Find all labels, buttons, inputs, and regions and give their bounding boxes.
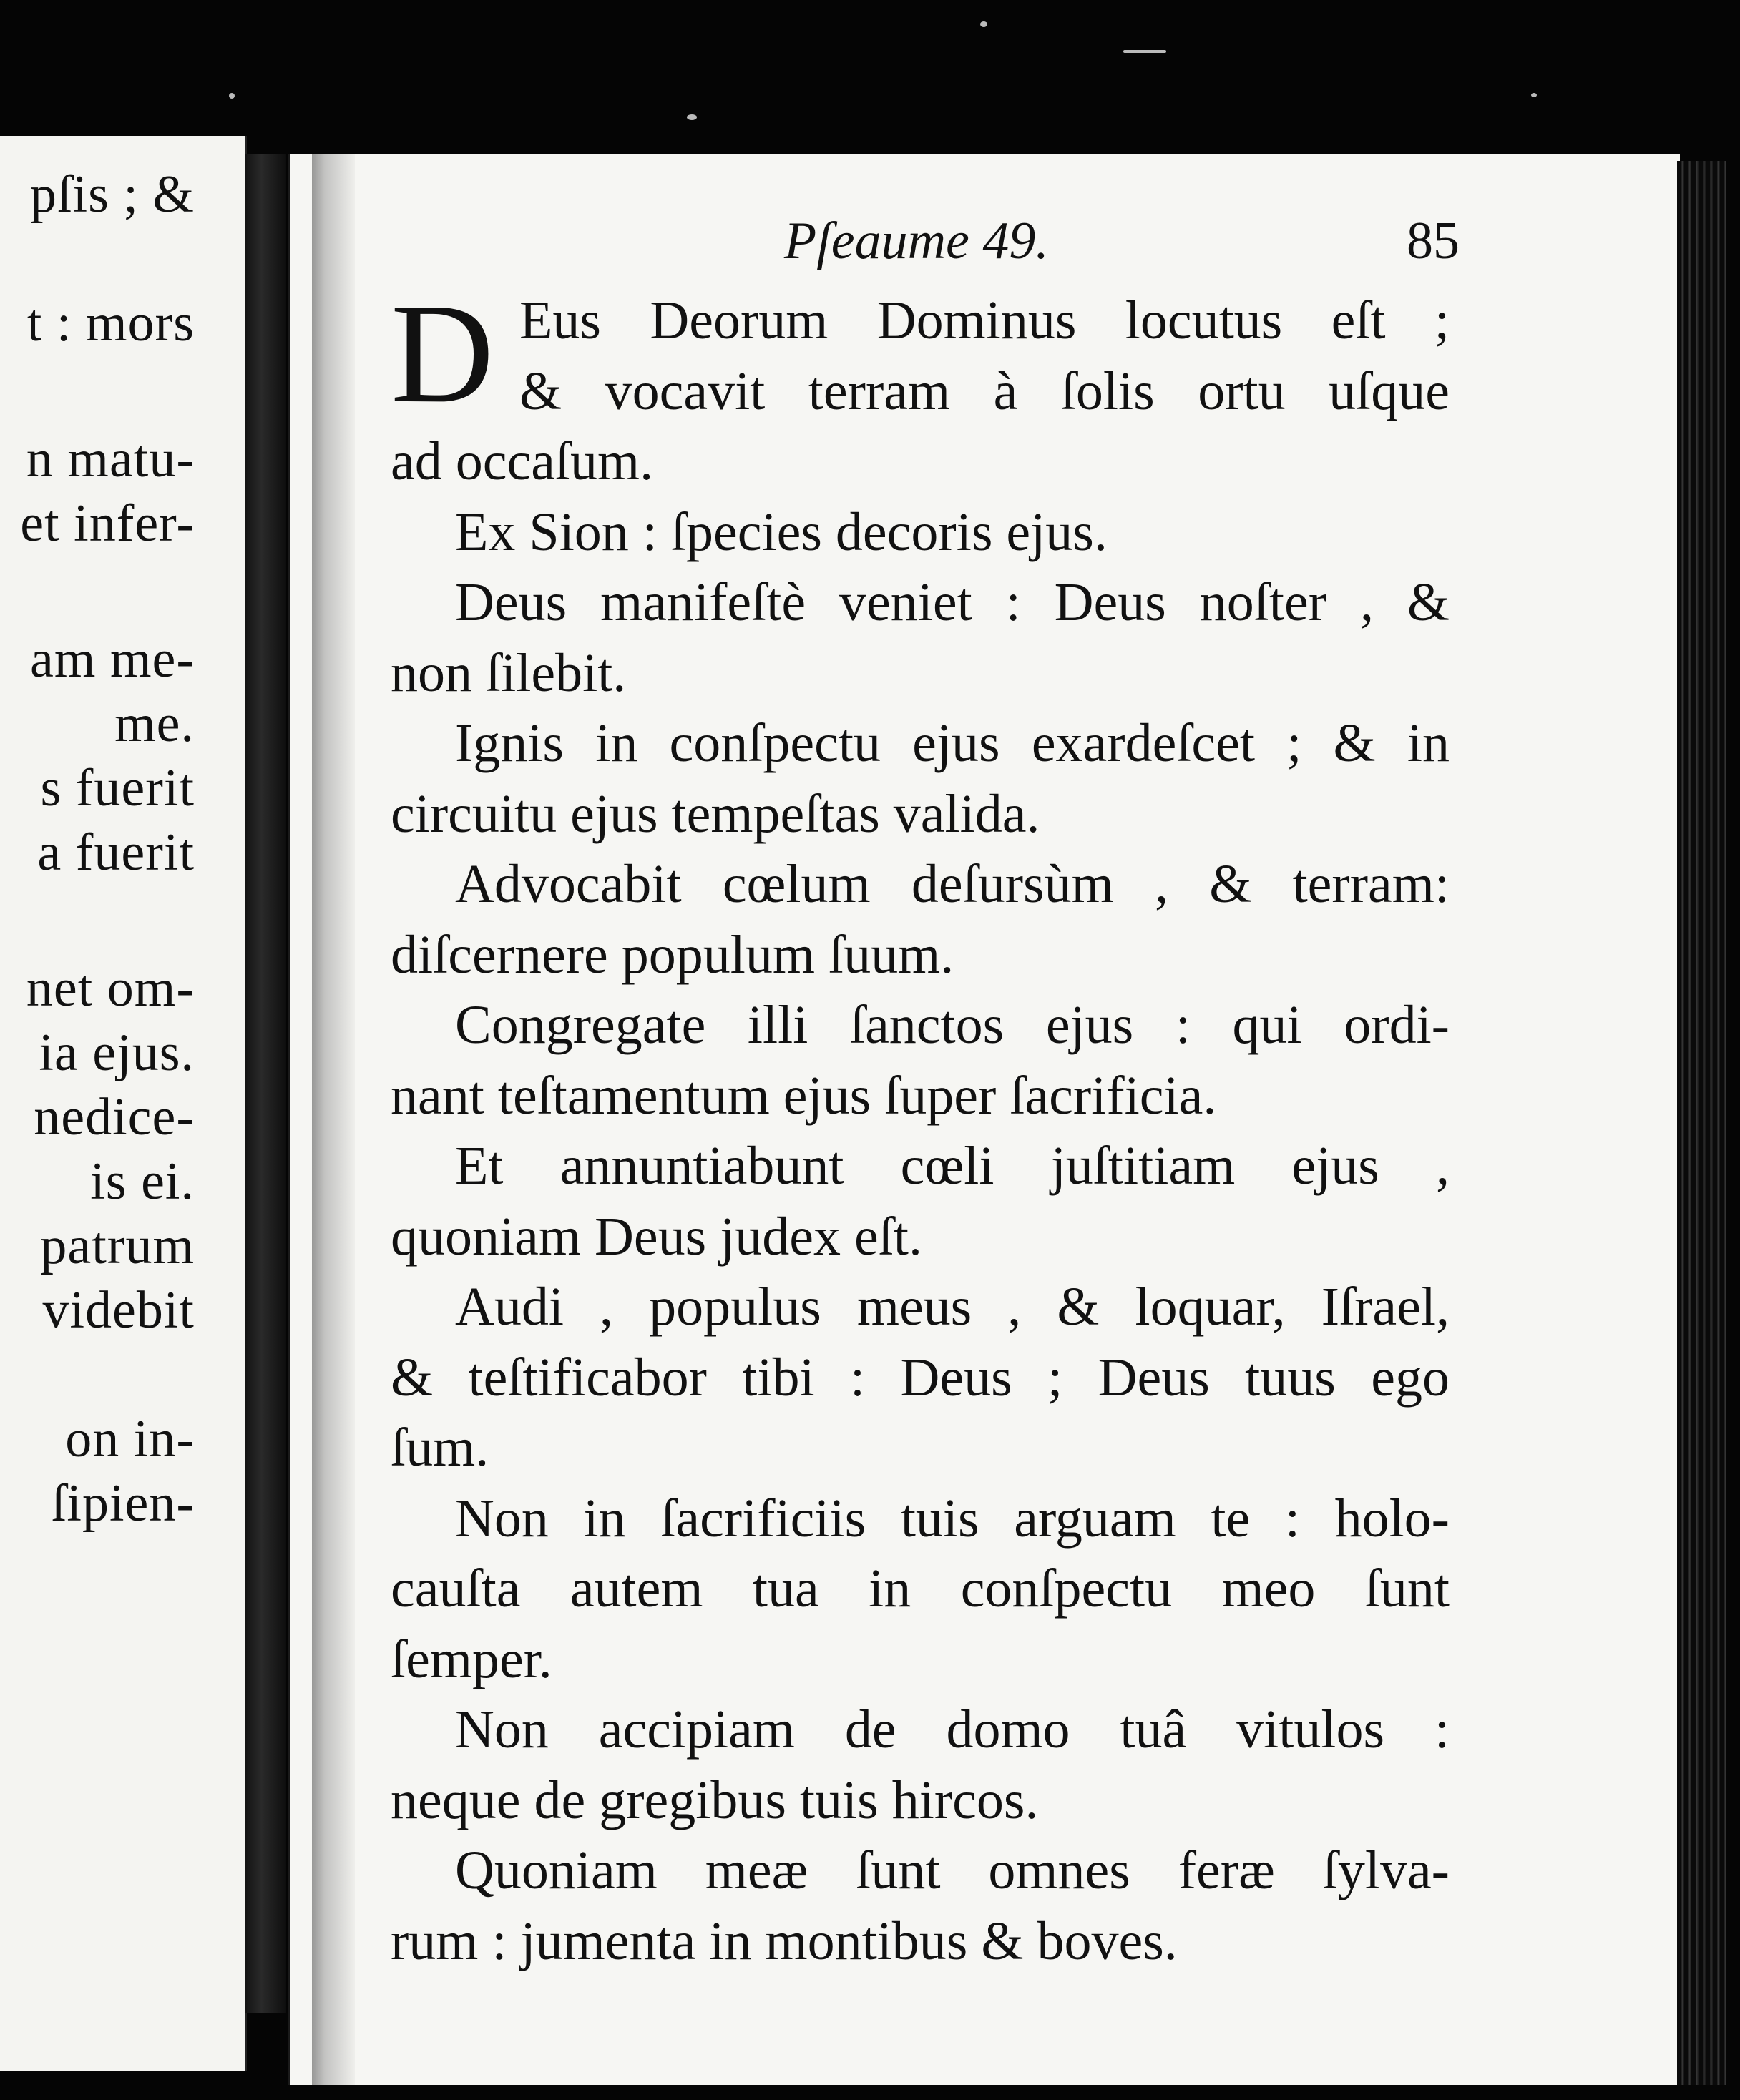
text-line: cauſta autem tua in conſpectu meo ſunt xyxy=(391,1559,1450,1619)
text-line: circuitu ejus tempeſtas valida. xyxy=(391,783,1040,844)
text-line: Eus Deorum Dominus locutus eſt ; xyxy=(519,290,1450,350)
dust-speck xyxy=(229,93,235,99)
running-head: Pſeaume 49. xyxy=(784,212,1049,270)
page-number: 85 xyxy=(1407,212,1460,270)
text-line: ad occaſum. xyxy=(391,431,654,491)
left-page-line: nedice- xyxy=(34,1088,195,1147)
text-line: Ex Sion : ſpecies decoris ejus. xyxy=(455,501,1108,562)
book-gutter xyxy=(245,154,286,2013)
page-header xyxy=(290,211,1680,290)
left-page-line: s fuerit xyxy=(40,759,195,818)
left-facing-page xyxy=(0,136,247,2071)
left-page-line: n matu- xyxy=(26,430,195,489)
text-line: Advocabit cœlum deſursùm , & terram: xyxy=(455,854,1450,914)
left-page-line: is ei. xyxy=(90,1152,195,1211)
text-line: Audi , populus meus , & loquar, Iſrael, xyxy=(455,1277,1450,1337)
left-page-line: a fuerit xyxy=(37,823,195,882)
text-line: Non in ſacrificiis tuis arguam te : holo- xyxy=(455,1488,1450,1549)
right-page xyxy=(288,154,1680,2085)
text-line: quoniam Deus judex eſt. xyxy=(391,1206,922,1267)
text-line: Deus manifeſtè veniet : Deus noſter , & xyxy=(455,572,1450,632)
text-line: neque de gregibus tuis hircos. xyxy=(391,1770,1039,1830)
text-line: ſum. xyxy=(391,1418,489,1478)
left-page-line: patrum xyxy=(40,1217,195,1275)
text-line: Et annuntiabunt cœli juſtitiam ejus , xyxy=(455,1136,1450,1196)
left-page-line: am me- xyxy=(30,630,195,689)
text-line: & teſtificabor tibi : Deus ; Deus tuus ego xyxy=(391,1347,1450,1408)
text-line: non ſilebit. xyxy=(391,642,627,703)
text-line: Non accipiam de domo tuâ vitulos : xyxy=(455,1699,1450,1760)
left-page-line: ia ejus. xyxy=(39,1024,195,1082)
left-page-line: me. xyxy=(114,695,195,753)
text-line: rum : jumenta in montibus & boves. xyxy=(391,1910,1178,1971)
left-page-line: t : mors xyxy=(26,294,195,353)
text-line: nant teſtamentum ejus ſuper ſacrificia. xyxy=(391,1065,1217,1126)
text-line: Ignis in conſpectu ejus exardeſcet ; & in xyxy=(455,713,1450,773)
text-line: ſemper. xyxy=(391,1629,552,1689)
text-line: & vocavit terram à ſolis ortu uſque xyxy=(519,360,1450,421)
dust-speck xyxy=(1531,93,1537,97)
left-page-line: net om- xyxy=(26,959,195,1018)
left-page-line: pſis ; & xyxy=(29,165,195,224)
text-line: diſcernere populum ſuum. xyxy=(391,924,954,985)
drop-cap: D xyxy=(391,275,494,433)
text-line: Congregate illi ſanctos ejus : qui ordi- xyxy=(455,995,1450,1055)
left-page-line: on in- xyxy=(65,1410,195,1468)
left-page-line: videbit xyxy=(42,1281,195,1340)
left-page-line: et infer- xyxy=(20,494,195,553)
left-page-line: ſipien- xyxy=(51,1474,195,1533)
dust-speck xyxy=(1123,50,1166,53)
page-fore-edge xyxy=(1677,161,1726,2085)
dust-speck xyxy=(687,114,697,120)
text-line: Quoniam meæ ſunt omnes feræ ſylva- xyxy=(455,1840,1450,1900)
dust-speck xyxy=(980,21,987,27)
